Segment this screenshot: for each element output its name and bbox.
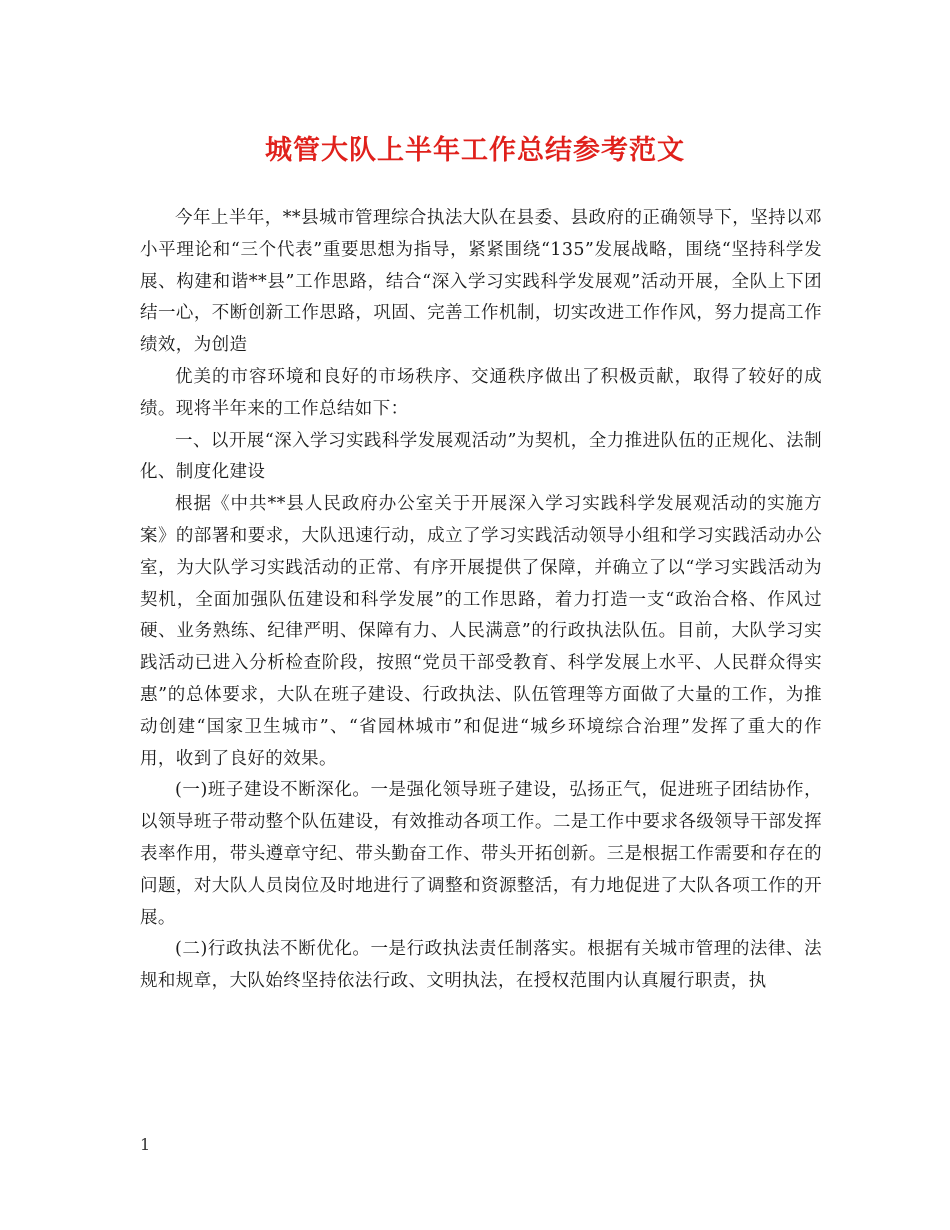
document-body (140, 203, 822, 998)
paragraph-intro: 今年上半年，**县城市管理综合执法大队在县委、县政府的正确领导下，坚持以邓小平理论和“三个代表”重要思想为指导，紧紧围绕“135”发展战略，围绕“坚持科学发展、构建和谐**县”工作思路，结合“深入学习实践科学发展观”活动开展，全队上下团结一心，不断创新工作思路，巩固、完善工作机制，切实改进工作作风，努力提高工作绩效，为创造 (140, 208, 822, 356)
paragraph-subsection-1: (一)班子建设不断深化。一是强化领导班子建设，弘扬正气，促进班子团结协作，以领导班子带动整个队伍建设，有效推动各项工作。二是工作中要求各级领导干部发挥表率作用，带头遵章守纪、带头勤奋工作、带头开拓创新。三是根据工作需要和存在的问题，对大队人员岗位及时地进行了调整和资源整活，有力地促进了大队各项工作的开展。 (140, 780, 822, 928)
paragraph-section-1: 根据《中共**县人民政府办公室关于开展深入学习实践科学发展观活动的实施方案》的部署和要求，大队迅速行动，成立了学习实践活动领导小组和学习实践活动办公室，为大队学习实践活动的正常、有序开展提供了保障，并确立了以“学习实践活动为契机，全面加强队伍建设和科学发展”的工作思路，着力打造一支“政治合格、作风过硬、业务熟练、纪律严明、保障有力、人民满意”的行政执法队伍。目前，大队学习实践活动已进入分析检查阶段，按照“党员干部受教育、科学发展上水平、人民群众得实惠”的总体要求，大队在班子建设、行政执法、队伍管理等方面做了大量的工作，为推动创建“国家卫生城市”、“省园林城市”和促进“城乡环境综合治理”发挥了重大的作用，收到了良好的效果。 (140, 494, 822, 769)
page-number: 1 (140, 1135, 151, 1154)
document-title: 城管大队上半年工作总结参考范文 (265, 135, 685, 166)
section-heading-1: 一、以开展“深入学习实践科学发展观活动”为契机，全力推进队伍的正规化、法制化、制度化建设 (140, 430, 822, 483)
paragraph-subsection-2: (二)行政执法不断优化。一是行政执法责任制落实。根据有关城市管理的法律、法规和规章，大队始终坚持依法行政、文明执法，在授权范围内认真履行职责，执 (140, 939, 822, 992)
paragraph-intro-continued: 优美的市容环境和良好的市场秩序、交通秩序做出了积极贡献，取得了较好的成绩。现将半年来的工作总结如下： (140, 366, 822, 419)
